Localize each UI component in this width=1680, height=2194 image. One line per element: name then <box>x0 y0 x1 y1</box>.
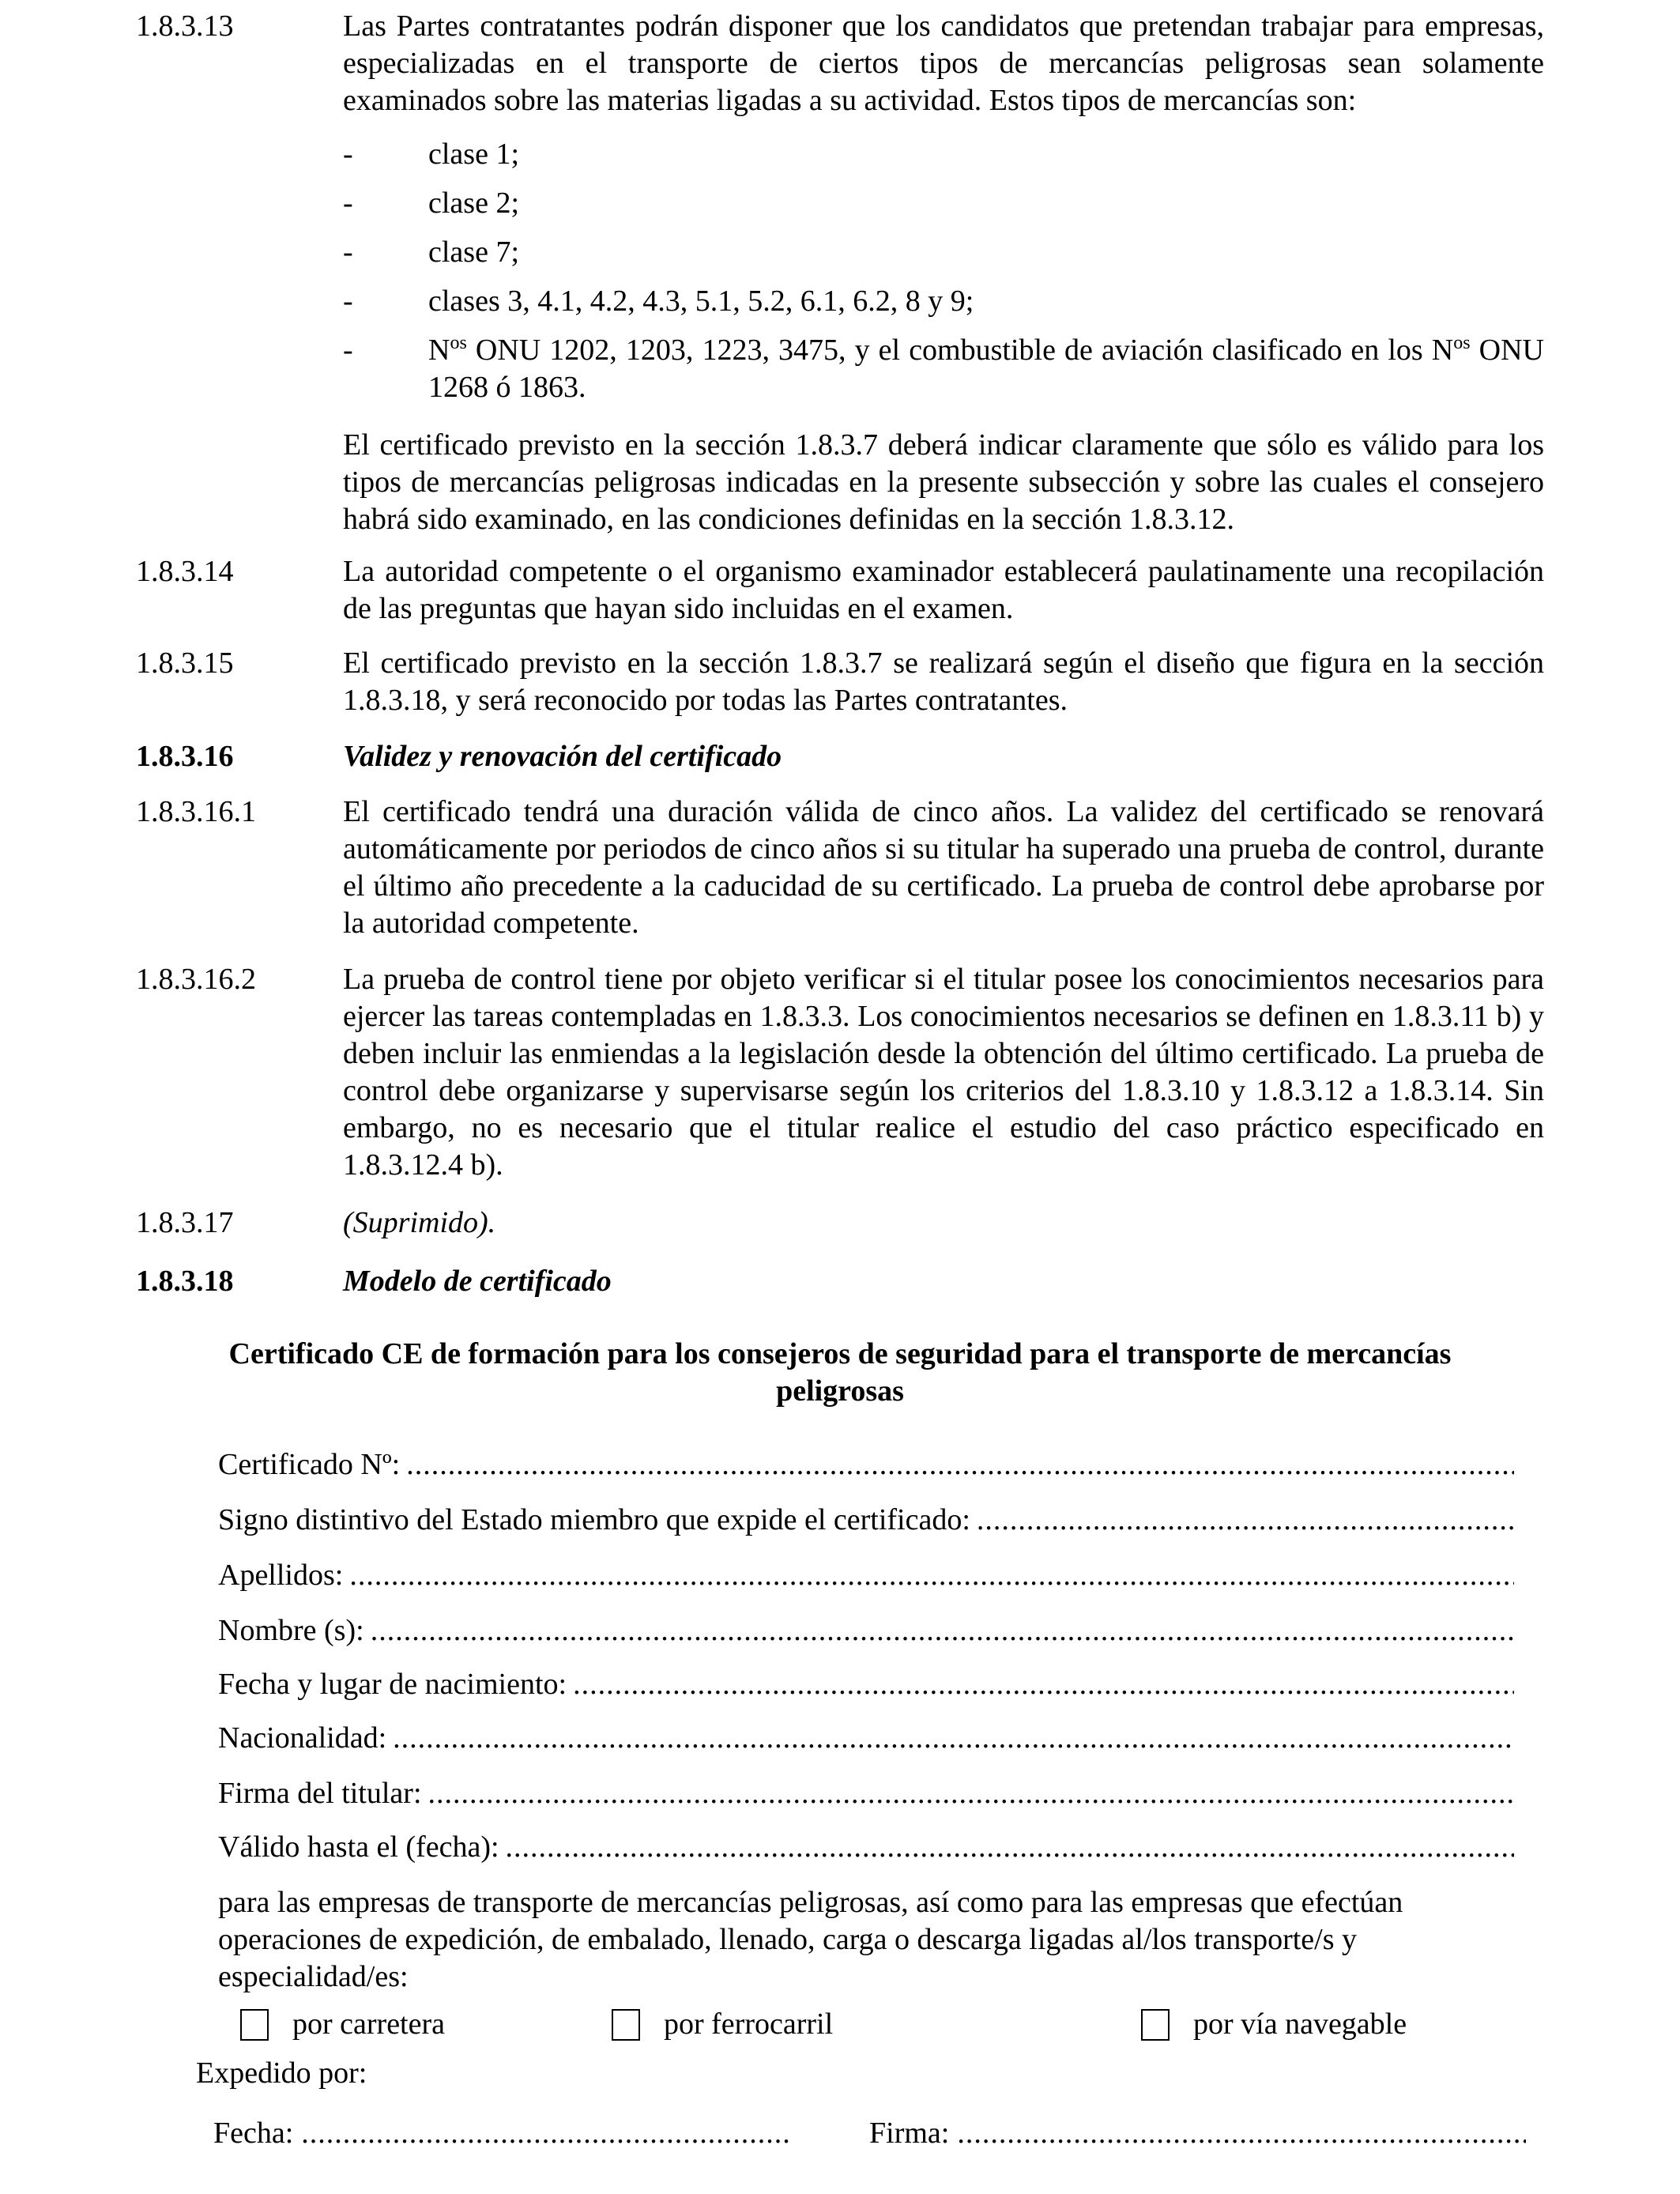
field-label: Signo distintivo del Estado miembro que expide el certificado: <box>218 1503 970 1536</box>
mode-rail[interactable] <box>612 2006 833 2043</box>
section-number: 1.8.3.16.1 <box>136 795 256 828</box>
field-label: Nacionalidad: <box>218 1721 387 1755</box>
list-item-text: clase 1; <box>428 138 520 171</box>
field-label: Válido hasta el (fecha): <box>218 1830 499 1864</box>
checkbox[interactable] <box>240 2009 269 2041</box>
mode-inland-waterway[interactable] <box>1141 2006 1407 2043</box>
section-number: 1.8.3.14 <box>136 555 234 588</box>
section-number: 1.8.3.16 <box>136 740 234 773</box>
section-1-8-3-13 <box>136 8 1544 117</box>
field-label: Fecha: <box>213 2117 294 2150</box>
field-label: Apellidos: <box>218 1559 344 1592</box>
section-heading: Validez y renovación del certificado <box>343 740 782 773</box>
certificate-title: Certificado CE de formación para los consejeros de seguridad para el transporte de mercancías peligrosas <box>228 1337 1452 1408</box>
fill-in-line <box>957 2115 1526 2152</box>
checkbox-label: por vía navegable <box>1193 2007 1407 2041</box>
fill-in-line <box>573 1666 1514 1703</box>
valid-until-field <box>218 1829 1514 1866</box>
list-item-text: clases 3, 4.1, 4.2, 4.3, 5.1, 5.2, 6.1, 6.2, 8 y 9; <box>428 285 974 318</box>
section-text: La autoridad competente o el organismo examinador establecerá paulatinamente una recopilación de las preguntas que hayan sido incluidas en el examen. <box>343 555 1544 625</box>
fill-in-line <box>428 1775 1514 1812</box>
fill-in-line <box>301 2115 791 2152</box>
document-page: 1.8.3.13 Las Partes contratantes podrán disponer que los candidatos que pretendan trabajar para empresas, especializadas en el transporte de ciertos tipos de mercancías peligrosas sean solamente examinados sobre las materias ligadas a su actividad. Estos tipos de mercancías son: - clase 1; - clase 2; - clase 7; - clases 3, 4.1, 4.2, 4.3, 5.1, 5.2, 6.1, 6.2, 8 y 9; - $N^{os}$ ONU 1202, 1203, 1223, 3475, y el combustible de aviación clasificado en los $N^{os}$ ONU 1268 ó 1863. El certificado previsto en la sección 1.8.3.7 deberá indicar claramente que sólo es válido para los tipos de mercancías peligrosas indicadas en la presente subsección y sobre las cuales el consejero habrá sido examinado, en las condiciones definidas en la sección 1.8.3.12. 1.8.3.14 La autoridad competente o el organismo examinador establecerá paulatinamente una recopilación de las preguntas que hayan sido incluidas en el examen. 1.8.3.15 El certificado previsto en la sección 1.8.3.7 se realizará según el diseño que figura en la sección 1.8.3.18, y será reconocido por todas las Partes contratantes. 1.8.3.16 Validez y renovación del certificado 1.8.3.16.1 El certificado tendrá una duración válida de cinco años. La validez del certificado se renovará automáticamente por periodos de cinco años si su titular ha superado una prueba de control, durante el último año precedente a la caducidad de su certificado. La prueba de control debe aprobarse por la autoridad competente. 1.8.3.16.2 La prueba de control tiene por objeto verificar si el titular posee los conocimientos necesarios para ejercer las tareas contempladas en 1.8.3.3. Los conocimientos necesarios se definen en 1.8.3.11 b) y deben incluir las enmiendas a la legislación desde la obtención del último certificado. La prueba de control debe organizarse y supervisarse según los criterios del 1.8.3.10 y 1.8.3.12 a 1.8.3.14. Sin embargo, no es necesario que el titular realice el estudio del caso práctico especificado en 1.8.3.12.4 b). 1.8.3.17 (Suprimido). 1.8.3.18 Modelo de certificado Certificado CE de formación para los consejeros de seguridad para el transporte de mercancías peligrosas Certificado Nº: ..... Signo distintivo del Estado miembro que expide el certificado: ..... Apellidos: ..... Nombre (s): ..... Fecha y lugar de nacimiento: ..... Nacionalidad: ..... Firma del titular: ..... Válido hasta el (fecha): ..... para las empresas de transporte de mercancías peligrosas, así como para las empresas que efectúan operaciones de expedición, de embalado, llenado, carga o descarga ligadas al/los transporte/s y especialidad/es: por carretera por ferrocarril por vía navegable Expedido por: Fecha: ..... Firma: ..... <box>0 0 1680 2194</box>
checkbox-label: por carretera <box>292 2007 446 2041</box>
fill-in-line <box>506 1829 1514 1866</box>
checkbox-label: por ferrocarril <box>664 2007 834 2041</box>
section-text: El certificado previsto en la sección 1.8.3.7 se realizará según el diseño que figura en la sección 1.8.3.18, y será reconocido por todas las Partes contratantes. <box>343 647 1544 717</box>
section-number: 1.8.3.16.2 <box>136 963 256 996</box>
field-label: Firma del titular: <box>218 1777 422 1810</box>
first-name-field <box>218 1612 1514 1649</box>
date-field <box>213 2115 791 2152</box>
section-text: La prueba de control tiene por objeto verificar si el titular posee los conocimientos necesarios para ejercer las tareas contempladas en 1.8.3.3. Los conocimientos necesarios se definen en 1.8.3.11 b) y deben incluir las enmiendas a la legislación desde la obtención del último certificado. La prueba de control debe organizarse y supervisarse según los criterios del 1.8.3.10 y 1.8.3.12 a 1.8.3.14. Sin embargo, no es necesario que el titular realice el estudio del caso práctico especificado en 1.8.3.12.4 b). <box>343 963 1544 1182</box>
fill-in-line <box>393 1720 1514 1757</box>
section-number: 1.8.3.18 <box>136 1265 234 1298</box>
issued-by-label: Expedido por: <box>196 2056 367 2090</box>
section-number: 1.8.3.15 <box>136 647 234 680</box>
mode-road[interactable] <box>240 2006 445 2043</box>
holder-signature-field <box>218 1775 1514 1812</box>
list-item-text: $N^{os}$ ONU 1202, 1203, 1223, 3475, y el combustible de aviación clasificado en los $N^{os}$ ONU 1268 ó 1863. <box>428 333 1545 404</box>
section-text: (Suprimido). <box>343 1206 496 1239</box>
certificate-number-field <box>218 1446 1514 1483</box>
surname-field <box>218 1557 1514 1594</box>
nationality-field <box>218 1720 1514 1757</box>
checkbox[interactable] <box>612 2009 640 2041</box>
birth-date-place-field <box>218 1666 1514 1703</box>
field-label: Fecha y lugar de nacimiento: <box>218 1668 567 1701</box>
fill-in-line <box>349 1557 1514 1594</box>
list-item-text: clase 2; <box>428 187 520 220</box>
field-label: Nombre (s): <box>218 1614 364 1647</box>
fill-in-line <box>371 1612 1514 1649</box>
section-text: El certificado tendrá una duración válida de cinco años. La validez del certificado se renovará automáticamente por periodos de cinco años si su titular ha superado una prueba de control, durante el último año precedente a la caducidad de su certificado. La prueba de control debe aprobarse por la autoridad competente. <box>343 795 1544 940</box>
field-label: Firma: <box>869 2117 950 2150</box>
section-text: Las Partes contratantes podrán disponer que los candidatos que pretendan trabajar para empresas, especializadas en el transporte de ciertos tipos de mercancías peligrosas sean solamente examinados sobre las materias ligadas a su actividad. Estos tipos de mercancías son: <box>343 9 1544 117</box>
fill-in-line <box>406 1446 1514 1483</box>
issuing-state-field <box>218 1502 1514 1539</box>
section-heading: Modelo de certificado <box>343 1265 612 1298</box>
fill-in-line <box>977 1502 1514 1539</box>
section-text: El certificado previsto en la sección 1.8.3.7 deberá indicar claramente que sólo es válido para los tipos de mercancías peligrosas indicadas en la presente subsección y sobre las cuales el consejero habrá sido examinado, en las condiciones definidas en la sección 1.8.3.12. <box>343 428 1544 536</box>
scope-paragraph: para las empresas de transporte de mercancías peligrosas, así como para las empresas que efectúan operaciones de expedición, de embalado, llenado, carga o descarga ligadas al/los transporte/s y especialidad/es: <box>218 1886 1403 1993</box>
list-item-text: clase 7; <box>428 236 520 269</box>
section-number: 1.8.3.13 <box>136 9 234 43</box>
field-label: Certificado Nº: <box>218 1448 401 1481</box>
section-number: 1.8.3.17 <box>136 1206 234 1239</box>
issuer-signature-field <box>869 2115 1526 2152</box>
checkbox[interactable] <box>1141 2009 1170 2041</box>
